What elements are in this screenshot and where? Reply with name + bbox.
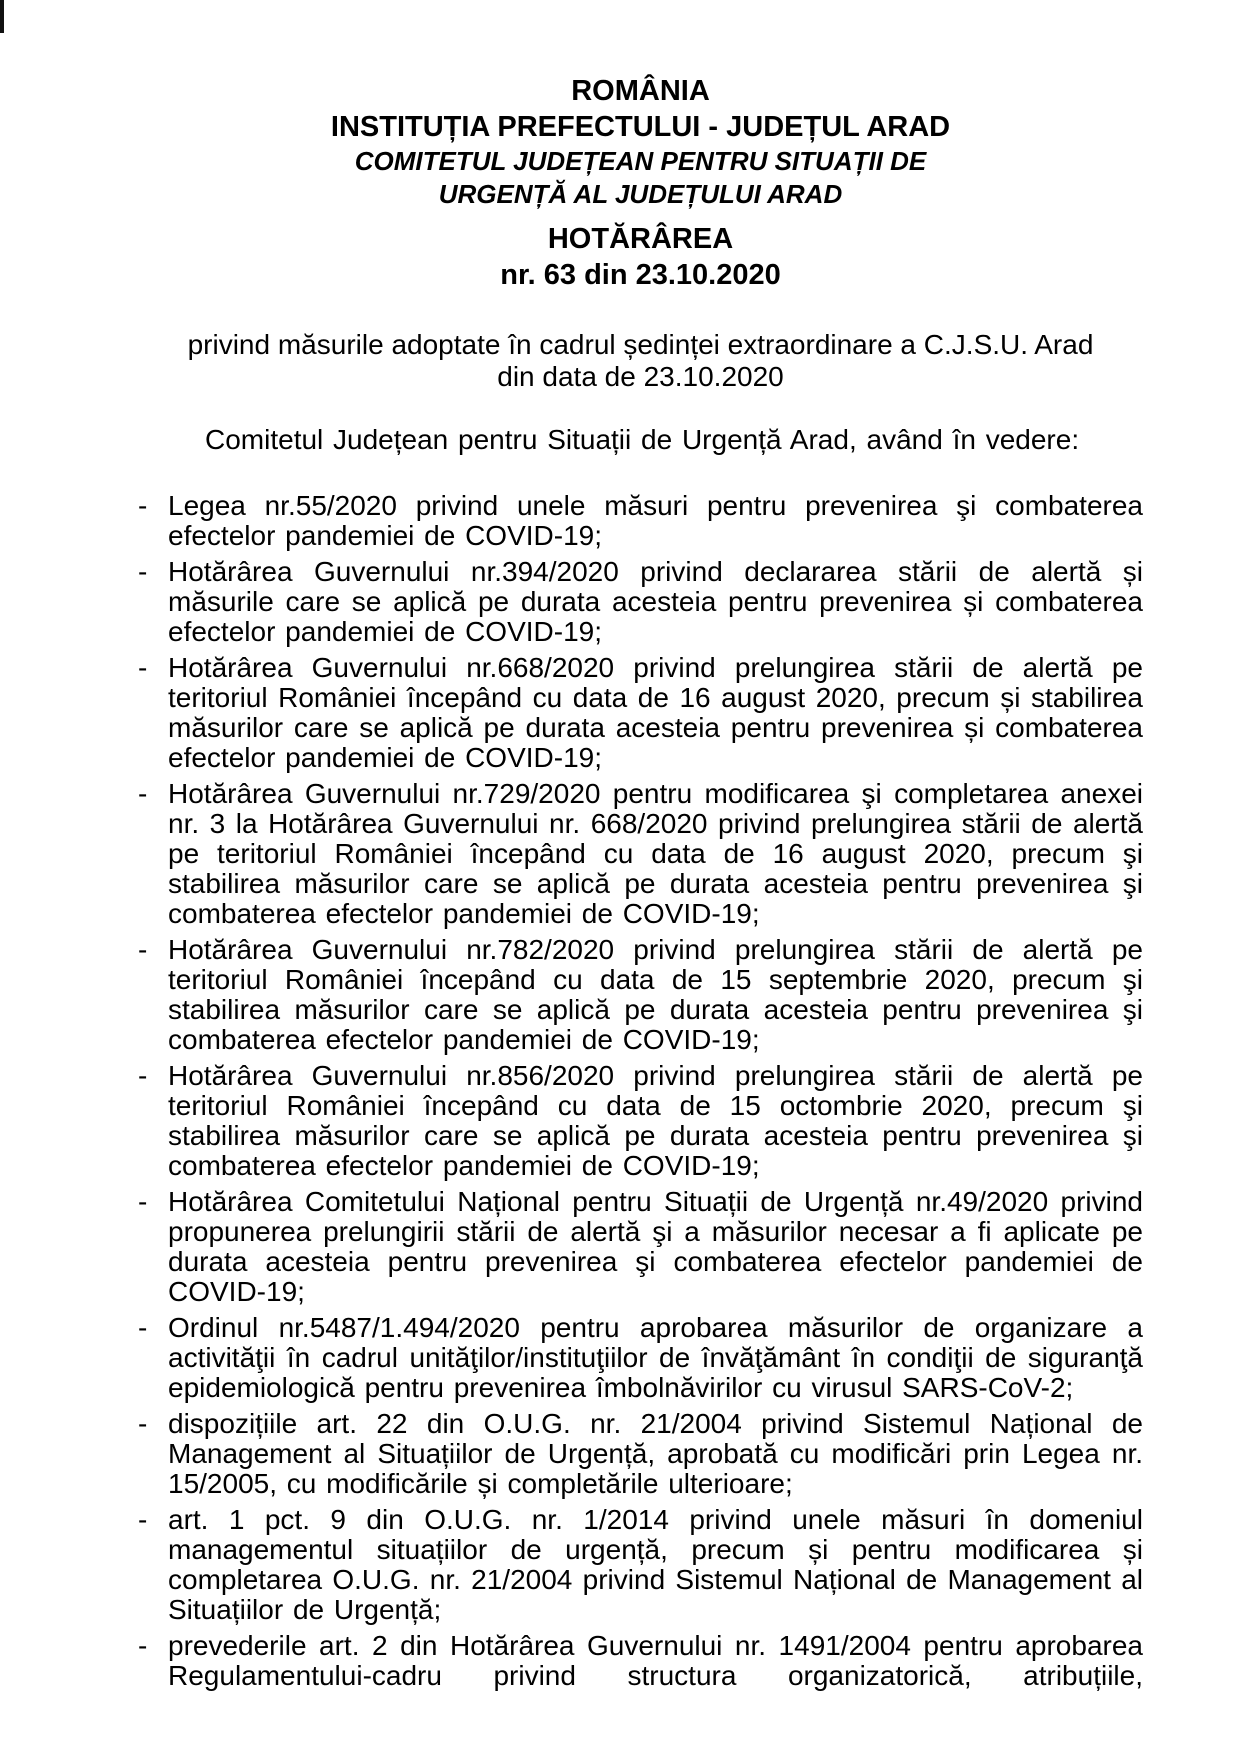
reference-item-text: Hotărârea Comitetului Național pentru Situații de Urgență nr.49/2020 privind propunerea prelungirii stării de alertă şi a măsurilor necesar a fi aplicate pe durata acesteia pentru prevenirea şi combaterea efectelor pandemiei de COVID-19; — [168, 1186, 1143, 1307]
intro-paragraph: Comitetul Județean pentru Situații de Urgență Arad, având în vedere: — [205, 424, 1080, 455]
decision-number: nr. 63 din 23.10.2020 — [500, 259, 781, 291]
subject-line1: privind măsurile adoptate în cadrul ședinței extraordinare a C.J.S.U. Arad — [187, 329, 1094, 360]
reference-item — [138, 1313, 1143, 1403]
reference-item-text: prevederile art. 2 din Hotărârea Guvernului nr. 1491/2004 pentru aprobarea Regulamentului-cadru privind structura organizatorică, atribuțiile, — [168, 1630, 1143, 1691]
reference-item-text: dispozițiile art. 22 din O.U.G. nr. 21/2004 privind Sistemul Național de Management al Situațiilor de Urgență, aprobată cu modificări prin Legea nr. 15/2005, cu modificările și completările ulterioare; — [168, 1408, 1143, 1499]
list-dash-marker: - — [138, 556, 148, 587]
list-dash-marker: - — [138, 934, 148, 965]
list-dash-marker: - — [138, 1630, 148, 1661]
decision-title: HOTĂRÂREA — [547, 223, 734, 255]
country-title: ROMÂNIA — [571, 75, 710, 107]
reference-item-text: Ordinul nr.5487/1.494/2020 pentru aprobarea măsurilor de organizare a activităţii în cadrul unităţilor/instituţiilor de învăţământ în condiţii de siguranţă epidemiologică pentru prevenirea îmbolnăvirilor cu virusul SARS-CoV-2; — [168, 1312, 1143, 1403]
document-header — [138, 73, 1143, 293]
reference-item-text: Hotărârea Guvernului nr.394/2020 privind declararea stării de alertă și măsurile care se aplică pe durata acesteia pentru prevenirea și combaterea efectelor pandemiei de COVID-19; — [168, 556, 1143, 647]
decision-subject — [138, 329, 1143, 393]
scan-artifact — [0, 0, 4, 33]
reference-item — [138, 1061, 1143, 1181]
list-dash-marker: - — [138, 1060, 148, 1091]
subject-line2: din data de 23.10.2020 — [497, 361, 784, 392]
reference-item — [138, 1631, 1143, 1691]
committee-title-line2: URGENȚĂ AL JUDEȚULUI ARAD — [438, 179, 843, 209]
reference-item — [138, 491, 1143, 551]
list-dash-marker: - — [138, 1504, 148, 1535]
reference-item-text: Hotărârea Guvernului nr.782/2020 privind prelungirea stării de alertă pe teritoriul României începând cu data de 15 septembrie 2020, precum şi stabilirea măsurilor care se aplică pe durata acesteia pentru prevenirea şi combaterea efectelor pandemiei de COVID-19; — [168, 934, 1143, 1055]
reference-item-text: Hotărârea Guvernului nr.729/2020 pentru modificarea şi completarea anexei nr. 3 la Hotărârea Guvernului nr. 668/2020 privind prelungirea stării de alertă pe teritoriul României începând cu data de 16 august 2020, precum şi stabilirea măsurilor care se aplică pe durata acesteia pentru prevenirea şi combaterea efectelor pandemiei de COVID-19; — [168, 778, 1143, 929]
list-dash-marker: - — [138, 778, 148, 809]
institution-title: INSTITUȚIA PREFECTULUI - JUDEȚUL ARAD — [330, 111, 951, 143]
list-dash-marker: - — [138, 1408, 148, 1439]
reference-item-text: art. 1 pct. 9 din O.U.G. nr. 1/2014 privind unele măsuri în domeniul managementul situațiilor de urgență, precum și pentru modificarea și completarea O.U.G. nr. 21/2004 privind Sistemul Național de Management al Situațiilor de Urgență; — [168, 1504, 1143, 1625]
reference-item — [138, 557, 1143, 647]
committee-title-line1: COMITETUL JUDEȚEAN PENTRU SITUAȚII DE — [354, 146, 927, 176]
reference-item — [138, 1505, 1143, 1625]
reference-item — [138, 653, 1143, 773]
reference-item-text: Legea nr.55/2020 privind unele măsuri pentru prevenirea şi combaterea efectelor pandemiei de COVID-19; — [168, 490, 1143, 551]
reference-item — [138, 935, 1143, 1055]
reference-item-text: Hotărârea Guvernului nr.668/2020 privind prelungirea stării de alertă pe teritoriul României începând cu data de 16 august 2020, precum și stabilirea măsurilor care se aplică pe durata acesteia pentru prevenirea și combaterea efectelor pandemiei de COVID-19; — [168, 652, 1143, 773]
list-dash-marker: - — [138, 1312, 148, 1343]
reference-item — [138, 1187, 1143, 1307]
list-dash-marker: - — [138, 652, 148, 683]
reference-item — [138, 1409, 1143, 1499]
references-list — [138, 491, 1143, 1691]
list-dash-marker: - — [138, 490, 148, 521]
reference-item-text: Hotărârea Guvernului nr.856/2020 privind prelungirea stării de alertă pe teritoriul României începând cu data de 15 octombrie 2020, precum şi stabilirea măsurilor care se aplică pe durata acesteia pentru prevenirea şi combaterea efectelor pandemiei de COVID-19; — [168, 1060, 1143, 1181]
list-dash-marker: - — [138, 1186, 148, 1217]
reference-item — [138, 779, 1143, 929]
